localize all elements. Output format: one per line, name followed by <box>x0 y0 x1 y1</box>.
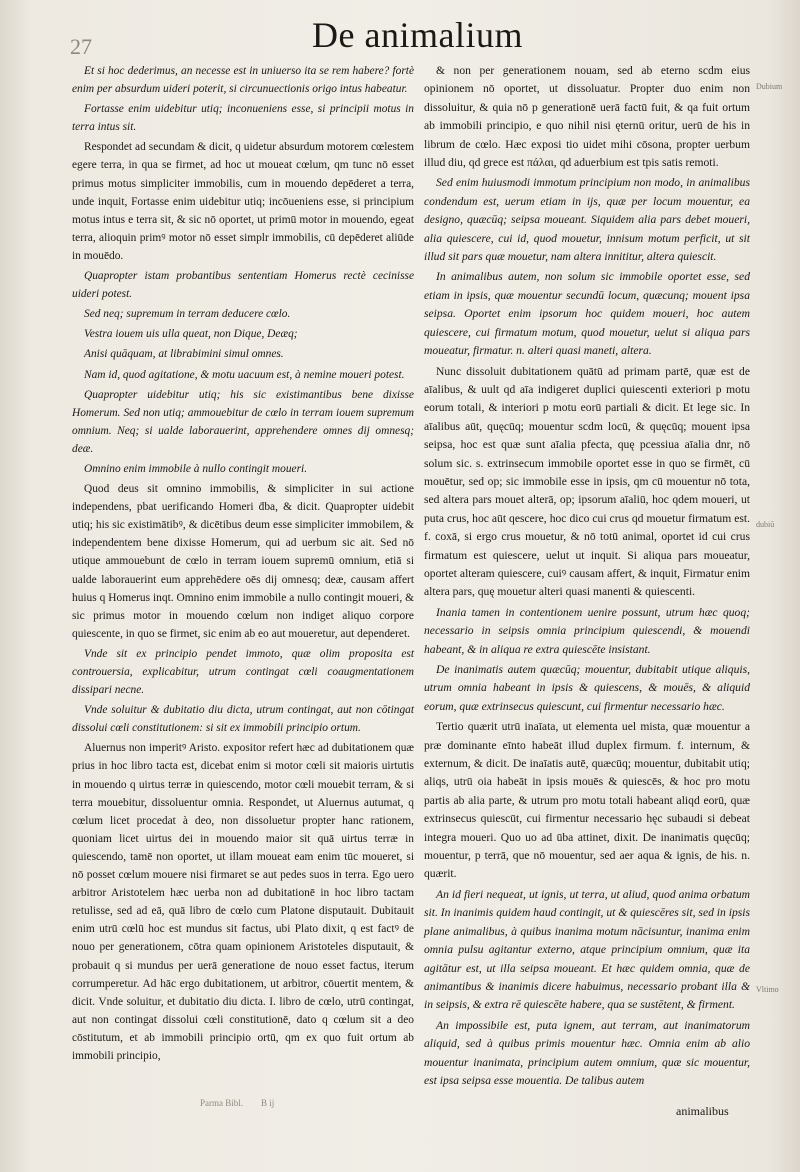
margin-note-top: Dubium <box>756 82 783 91</box>
running-title: De animalium <box>312 15 523 55</box>
catchword: animalibus <box>676 1104 729 1118</box>
paragraph: Fortasse enim uidebitur utiq; inconueniens esse, si principii motus in terra intus sit. <box>72 103 414 134</box>
paragraph: Tertio quærit utrū inaīata, ut elementa uel mista, quæ mouentur a præ dominante eīnto habeāt illud duplex firmum. f. internum, & externum, & dicit. De inaīatis autē, quæcūq; mouentur, dubitabit utiq; aliqs, utrū oia habeāt in ipsis mouēs & quiescēs, & hoc pro motu partis ab alia parte, & utrum pro motu totali habeant aliqd eorū, quæ extrinsecus quiescūt, cui firmentur necessario hęc subaudi si debeat integra moueri. Quo uo ad ūba attinet, dixit. De inanimatis quęcūq; mouentur, p terrā, que nō mouentur, sed aer aqua & ignis, de his. n. quærit. <box>424 720 750 881</box>
margin-note-mid: dubiū <box>756 520 775 529</box>
page-number-mark: 27 <box>70 34 92 59</box>
paragraph: Vestra iouem uis ulla queat, non Dique, Deæq; <box>84 328 298 341</box>
paragraph: Et si hoc dederimus, an necesse est in uniuerso ita se rem habere? fortè enim per absurdum uideri poterit, si circunuectionis origo intus habeatur. <box>72 65 414 96</box>
margin-note-lower: Vltimo <box>756 985 779 994</box>
signature-mark: B ij <box>261 1098 275 1108</box>
library-stamp: Parma Bibl. <box>200 1098 243 1108</box>
paragraph: Vnde sit ex principio pendet immoto, quæ olim proposita est controuersia, explicabitur, utrum contingat cœli coaugmentationem dissipari necne. <box>72 647 414 697</box>
right-column <box>424 62 750 1092</box>
paragraph: In animalibus autem, non solum sic immobile oportet esse, sed etiam in ipsis, quæ mouentur secundū locum, quæcunq; mouent ipsa seipsa. Oportet enim ipsorum hoc quidem moueri, hoc autem quiescere, cui firmatum motum, quod mouetur, uelut si aliqua pars moueatur, firmatur. n. alteri quasi maneti, altera. <box>424 270 750 358</box>
paragraph: Quod deus sit omnino immobilis, & simpliciter in sui actione independens, pbat uerificando Homeri ḋba, & dicit. Quapropter uidebit utiq; his sic existimātibꝰ, & dicētibus deum esse simpliciter immobilem, & independentem bene dixisse Homerum, qui ad uerbum sic ait. Sed nō utique ammouebunt de cœlo in terram iouem supremū omnium, etiā si ualde laborauerint eum apprehēdere oēs dij omnesq; deæ, causam affert huius q Homerus inqt. Omnino enim immobile a nullo contingit moueri, & sic primus motor in mouendo cœlum non indiget aliquo corpore quiescente, in quo se firmet, sic enim ab eo aut moueretur, aut dependeret. <box>72 483 414 640</box>
paragraph: Nam id, quod agitatione, & motu uacuum est, à nemine moueri potest. <box>84 368 405 381</box>
left-column <box>72 62 414 1067</box>
paragraph: Anisi quāquam, at librabimini simul omnes. <box>84 348 284 361</box>
page-footer <box>200 1098 274 1108</box>
paragraph: Inania tamen in contentionem uenire possunt, utrum hæc quoq; necessario in seipsis omnia principium quiescendi, & mouendi habeant, & in aliqua re extra quiescēte insistant. <box>424 605 750 656</box>
paragraph: & non per generationem nouam, sed ab eterno scdm eius opinionem nō oportet, ut dissoluatur. Propter duo enim non dissoluitur, & quia nō p generationē uerā factū fuit, & qa fuit ortum ab immobili principio, e quo nihil nisi ęternū oritur, uerū de his in librum de cœlo. Hæc exposi tio uidet mihi cōsona, propter uerbum illud diu, qd grece est πάλαι, qd aduerbium est tpis satis remoti. <box>424 64 750 170</box>
paragraph: Vnde soluitur & dubitatio diu dicta, utrum contingat, aut non cōtingat dissolui cœli constitutionem: si sit ex immobili principio ortum. <box>72 704 414 735</box>
paragraph: De inanimatis autem quæcūq; mouentur, dubitabit utique aliquis, utrum omnia habeant in ipsis & quiescens, & mouēs, & aliquid eorum, quæ extrinsecus quiescunt, cui firmentur necessario hæc. <box>424 663 750 713</box>
paragraph: Nunc dissoluit dubitationem quātū ad primam partē, quæ est de aīalibus, & uult qd aīa indigeret duplici quiescenti exteriori p motu eorum totali, & interiori p motu eorū partiali & dicit. Et lege sic. In aīalibus aūt, quęcūq; mouentur scdm locū, & quęcūq; mouent ipsa seipsa, hoc est quæ sunt aīalia pfecta, quę pcessiua aīalia dnr, nō solum sic. s. extrinsecum immobile oportet esse in quo se firmēt, cū mouētur, sed op; sic immobile esse in ipsis, qm cū mouentur nō tota, sed altera pars mouet alterā, op; ipsorum aīaliū, hoc qdem moueri, ut puta crus, hoc aūt qescere, hoc dico cui crus qd mouetur firmatum est. f. coxā, si ergo crus mouetur, & nō totū animal, oportet id cui crus firmatum est quiescere, uelut ut inquit. Si aliqua pars moueatur, oportet alteram quiescere, cuiꝰ causam affert, & inquit, Firmatur enim altera pars, quę mouetur alteri quasi manenti & quiescenti. <box>424 364 750 599</box>
paragraph: Quapropter uidebitur utiq; his sic existimantibus bene dixisse Homerum. Sed non utiq; ammouebitur de cœlo in terram iouem supremum omnium. Neq; si ualde laborauerint, apprehendere omnes dij omnesq; deæ. <box>72 388 414 455</box>
paragraph: Quapropter istam probantibus sententiam Homerus rectè cecinisse uideri potest. <box>72 270 414 301</box>
paragraph: An id fieri nequeat, ut ignis, ut terra, ut aliud, quod anima orbatum sit. In inanimis quidem haud contingit, ut & quiescēres sit, sed in ipsis plane animalibus, à quibus inanima motum nācisuntur, inanima enim omnia pulsu agitantur externo, atque principium omnium, quæ ita agitātur est, ut illa seipsa moueant. Et hæc quidem omnia, quæ de animantibus & inanimis dicere habuimus, necessario probant illa & in seipsis, & extra rē quiescēte habere, qua se sustētent, & firment. <box>424 887 750 1012</box>
paragraph: Aluernus non imperitꝰ Aristo. expositor refert hæc ad dubitationem quæ prius in hoc libro tacta est, dicebat enim si motor cœli sit maioris uirtutis in mouendo q uirtus terræ in quiescendo, motor cœli mouebit terram, & si terra mouebitur, dissoluentur omnia. Respondet, ut Aluernus autumat, q cœlum licet procedat à deo, non dissoluetur propter hanc rationem, quoniam licet uirtus dei in mouendo maior sit quā uirtus terræ in quiescendo, tamē non oportet, ut illam moueat eam enim tūc moueret, si nō posset cœlum mouere nisi firmaret se aut pedes suos in terra. Ego uero arbitror Aristotelem hæc uerba non ad dubitationē in hoc libro tactam retulisse, sed ad eā, quā libro de cœlo cum Platone disputauit. Dubitauit enim utrū cœlū hoc est mundus sit factus, ubi Plato dixit, q est factꝰ de nouo per generationem, cōtra quam opinionem Aristoteles disputauit, & probauit q si mundus per uerā generatione de nouo esset factus, iterum corrumperetur. Ad hāc ergo dubitationem, ut arbitror, cōuertit mentem, & dicit. Vnde soluitur, et dubitatio diu dicta. I. libro de cœlo, utrū contingat, aut non contingat dissolui cœli constitutionē, dato q cœlum sit a deo cōstitutum, et ab immobili principio ortū, qm ex quo fuit ortum ab immobili principio, <box>72 742 414 1062</box>
paragraph: Sed neq; supremum in terram deducere cœlo. <box>84 308 291 321</box>
paragraph: Omnino enim immobile à nullo contingit moueri. <box>84 462 308 475</box>
paragraph: An impossibile est, puta ignem, aut terram, aut inanimatorum aliquid, sed à quibus primis mouentur hæc. Omnia enim ab alio mouentur inanimata, principium autem omnium, quæ sic mouentur, est ipsa seipsa esse mouentia. De talibus autem <box>424 1018 750 1087</box>
paragraph: Respondet ad secundam & dicit, q uidetur absurdum motorem cœlestem egere terra, in qua se firmet, ad hoc ut moueat cœlum, qm tunc nō esset primus motus simpliciter immobilis, cum in mouendo depēderet a terra, unde inquit, Fortasse enim uidebitur utiq; incōueniens esse, si principium motus intus e terra sit, & sic nō oportet, ut primū motor in mouendo, egeat terra, alioquin primꝰ motor nō esset simplr immobilis, cū depēderet aliūde in mouēdo. <box>72 141 414 262</box>
paragraph: Sed enim huiusmodi immotum principium non modo, in animalibus condendum est, uerum etiam in ijs, quæ per locum mouentur, ea designo, quæcūq; seipsa moueant. Siquidem alia pars debet moueri, alia quiescere, cui id, quod mouetur, innisum motum perficit, ut sit illud sit pars quæ mouetur, nam altera innititur, altera quiescit. <box>424 176 750 264</box>
